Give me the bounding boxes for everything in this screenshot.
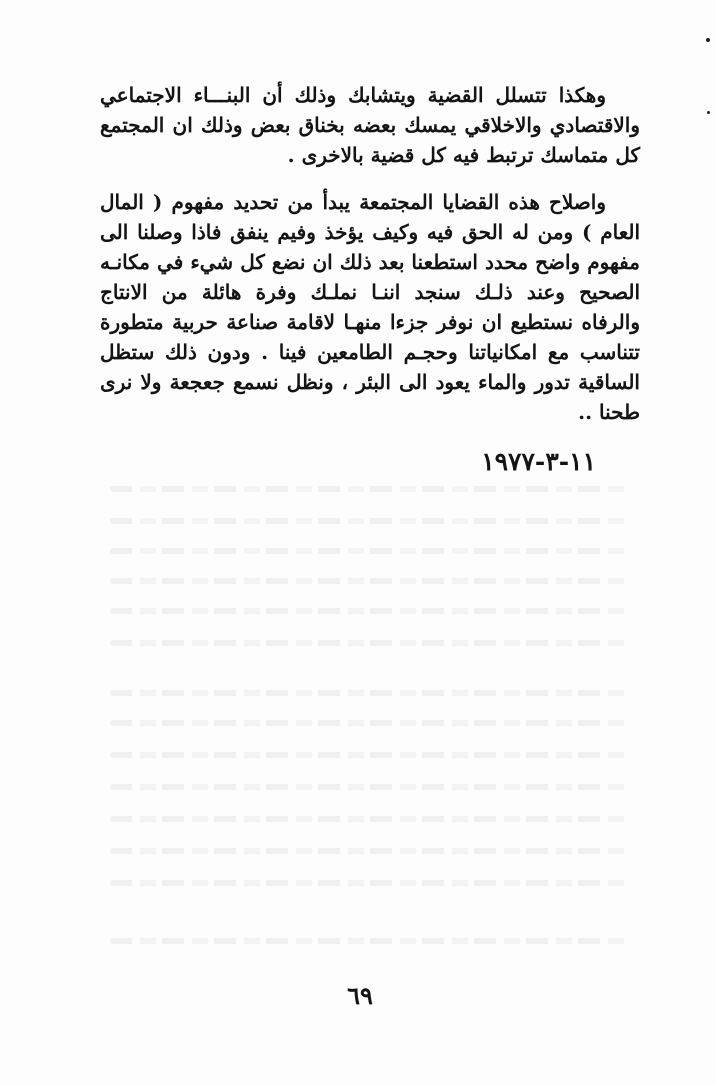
paragraph-1: وهكذا تتسلل القضية ويتشابك وذلك أن البنـــاء الاجتماعي والاقتصادي والاخلاقي يمسك بعضه بخناق بعض وذلك ان المجتمع كل متماسك ترتبط فيه كل قضية بالاخرى . <box>100 83 640 167</box>
paragraph-block <box>100 187 640 427</box>
paragraph-block <box>100 80 640 170</box>
bleed-through-line <box>110 486 630 492</box>
bleed-through-line <box>110 848 630 854</box>
bleed-through-line <box>110 880 630 886</box>
bleed-through-line <box>110 720 630 726</box>
bleed-through-line <box>110 548 630 554</box>
bleed-through-line <box>110 578 630 584</box>
paragraph-2: واصلاح هذه القضايا المجتمعة يبدأ من تحديد مفهوم ( المال العام ) ومن له الحق فيه وكيف يؤخذ وفيم ينفق فاذا وصلنا الى مفهوم واضح محدد استطعنا بعد ذلك ان نضع كل شيء في مكانـه الصحيح وعند ذلـك سنجد اننـا نملـك وفرة هائلة من الانتاج والرفاه نستطيع ان نوفر جزءا منهـا لاقامة صناعة حربية متطورة تتناسب مع امكانياتنا وحجـم الطامعين فينا . ودون ذلك ستظل الساقية تدور والماء يعود الى البئر ، ونظل نسمع جعجعة ولا نرى طحنا .. <box>100 190 640 424</box>
ink-speck <box>707 111 710 114</box>
bleed-through-line <box>110 690 630 696</box>
date-line: ١١-٣-١٩٧٧ <box>481 447 596 476</box>
page-number: ٦٩ <box>347 981 373 1010</box>
bleed-through-line <box>110 640 630 646</box>
ink-speck <box>706 38 710 42</box>
bleed-through-line <box>110 784 630 790</box>
bleed-through-line <box>110 608 630 614</box>
bleed-through-line <box>110 816 630 822</box>
bleed-through-line <box>110 752 630 758</box>
bleed-through-line <box>110 518 630 524</box>
bleed-through-line <box>110 938 630 944</box>
